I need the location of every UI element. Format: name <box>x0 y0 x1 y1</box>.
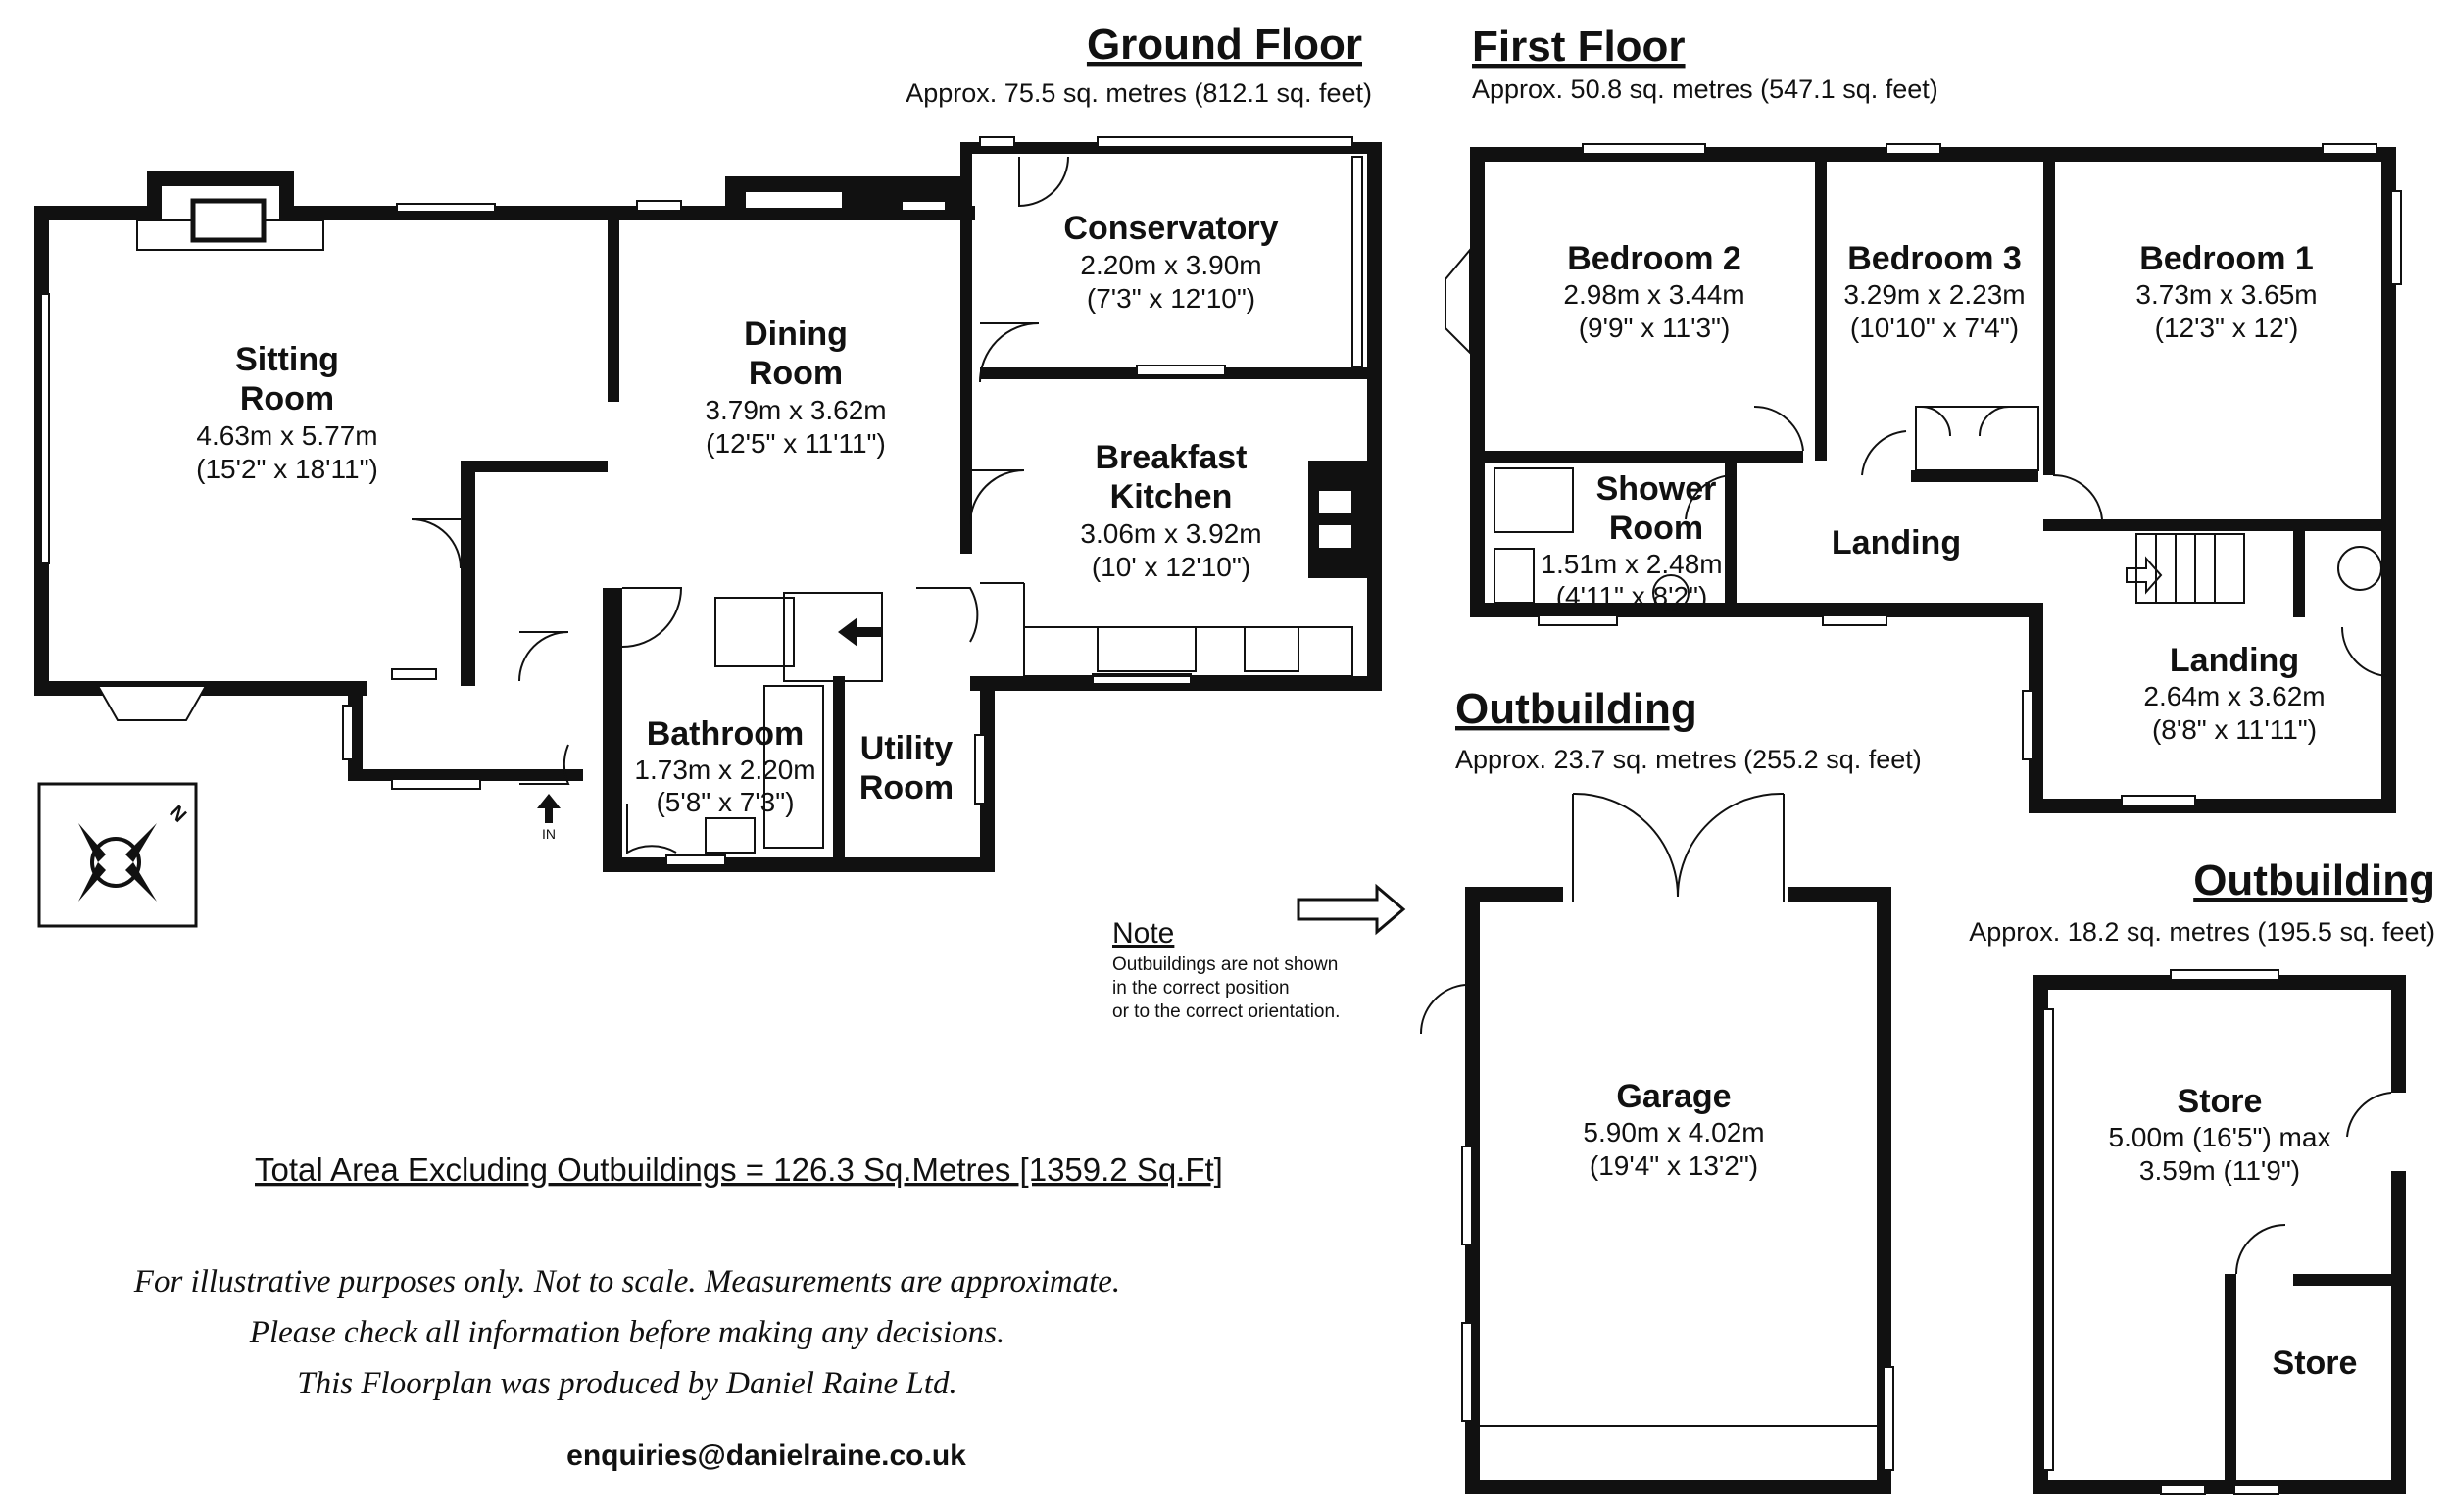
sitting-room-name: Sitting <box>235 341 339 378</box>
utility-room <box>859 730 954 806</box>
arrow-right-icon <box>1298 887 1403 932</box>
garage-outbuilding-area: Approx. 23.7 sq. metres (255.2 sq. feet) <box>1455 745 1922 774</box>
dining-room <box>705 316 886 459</box>
bedroom-1-name: Bedroom 1 <box>2139 240 2314 277</box>
kitchen-name: Breakfast <box>1095 439 1248 476</box>
store-imperial: 3.59m (11'9") <box>2138 1155 2301 1186</box>
store-outbuilding-area: Approx. 18.2 sq. metres (195.5 sq. feet) <box>1969 917 2435 947</box>
bedroom-1-metric: 3.73m x 3.65m <box>2135 279 2318 310</box>
disclaimer-line: Please check all information before making any decisions. <box>249 1315 1005 1350</box>
shower-room-name-line2: Room <box>1608 510 1704 547</box>
sitting-room-imperial: (15'2" x 18'11") <box>196 454 378 484</box>
disclaimer-line: For illustrative purposes only. Not to scale. Measurements are approximate. <box>133 1264 1121 1299</box>
note-title: Note <box>1112 917 1175 950</box>
kitchen-imperial: (10' x 12'10") <box>1091 552 1251 582</box>
entrance-label: IN <box>542 826 556 842</box>
sitting-room-name-line2: Room <box>239 380 335 417</box>
kitchen-metric: 3.06m x 3.92m <box>1080 518 1262 549</box>
dining-room-metric: 3.79m x 3.62m <box>705 395 887 425</box>
landing-lower-name: Landing <box>2169 642 2300 679</box>
note-line: or to the correct orientation. <box>1112 1001 1341 1022</box>
note <box>1112 887 1403 1022</box>
compass-north-letter: N <box>165 801 191 827</box>
ground-floor-area: Approx. 75.5 sq. metres (812.1 sq. feet) <box>906 78 1372 108</box>
store-metric: 5.00m (16'5") max <box>2108 1122 2331 1152</box>
dining-room-name: Dining <box>744 316 848 353</box>
dining-room-imperial: (12'5" x 11'11") <box>706 428 886 459</box>
utility-room-name: Utility <box>859 730 954 767</box>
note-line: in the correct position <box>1112 978 1290 999</box>
dining-room-name-line2: Room <box>748 355 844 392</box>
bedroom-3-name: Bedroom 3 <box>1847 240 2022 277</box>
bedroom-3-imperial: (10'10" x 7'4") <box>1849 313 2020 343</box>
small-store-name: Store <box>2272 1344 2358 1382</box>
landing-upper-name: Landing <box>1831 524 1962 561</box>
bathroom-metric: 1.73m x 2.20m <box>634 755 816 785</box>
conservatory-metric: 2.20m x 3.90m <box>1080 250 1262 280</box>
landing-upper <box>1832 524 1961 561</box>
shower-room <box>1541 470 1722 611</box>
sitting-room-metric: 4.63m x 5.77m <box>196 420 378 451</box>
shower-room-name: Shower <box>1595 470 1717 508</box>
bedroom-2-name: Bedroom 2 <box>1567 240 1741 277</box>
utility-room-name-line2: Room <box>858 769 955 806</box>
garage-outbuilding-title: Outbuilding <box>1455 685 1697 733</box>
conservatory-imperial: (7'3" x 12'10") <box>1086 283 1256 314</box>
bathroom-imperial: (5'8" x 7'3") <box>656 787 795 817</box>
garage-imperial: (19'4" x 13'2") <box>1589 1150 1759 1181</box>
shower-room-imperial: (4'11" x 8'2") <box>1555 581 1708 611</box>
contact-email: enquiries@danielraine.co.uk <box>566 1439 966 1472</box>
store-plan <box>2034 970 2406 1494</box>
bedroom-2-metric: 2.98m x 3.44m <box>1563 279 1745 310</box>
first-floor-title: First Floor <box>1472 23 1686 71</box>
bathroom <box>634 715 815 817</box>
garage <box>1583 1078 1764 1181</box>
note-line: Outbuildings are not shown <box>1112 954 1339 975</box>
landing-lower-imperial: (8'8" x 11'11") <box>2151 714 2318 745</box>
conservatory <box>1063 210 1278 314</box>
store-name: Store <box>2177 1083 2263 1120</box>
store-outbuilding-title: Outbuilding <box>2193 856 2435 904</box>
bedroom-3 <box>1843 240 2025 343</box>
bedroom-2 <box>1563 240 1744 343</box>
total-area: Total Area Excluding Outbuildings = 126.3 Sq.Metres [1359.2 Sq.Ft] <box>255 1151 1223 1188</box>
landing-lower-metric: 2.64m x 3.62m <box>2143 681 2326 711</box>
landing-lower <box>2143 642 2325 745</box>
kitchen-name-line2: Kitchen <box>1109 478 1233 515</box>
first-floor-area: Approx. 50.8 sq. metres (547.1 sq. feet) <box>1472 74 1938 104</box>
bedroom-3-metric: 3.29m x 2.23m <box>1843 279 2026 310</box>
disclaimer-line: This Floorplan was produced by Daniel Raine Ltd. <box>297 1366 957 1401</box>
bedroom-1-imperial: (12'3" x 12') <box>2154 313 2299 343</box>
conservatory-name: Conservatory <box>1063 210 1279 247</box>
bathroom-name: Bathroom <box>646 715 805 753</box>
entrance-arrow-icon <box>537 794 561 823</box>
compass-icon <box>39 784 196 926</box>
garage-metric: 5.90m x 4.02m <box>1583 1117 1765 1147</box>
garage-name: Garage <box>1616 1078 1732 1115</box>
sitting-room <box>196 341 378 484</box>
shower-room-metric: 1.51m x 2.48m <box>1541 549 1723 579</box>
bedroom-1 <box>2135 240 2317 343</box>
bedroom-2-imperial: (9'9" x 11'3") <box>1578 313 1731 343</box>
store <box>2109 1083 2331 1186</box>
entrance-marker <box>537 794 561 842</box>
ground-floor-title: Ground Floor <box>1086 21 1362 69</box>
breakfast-kitchen <box>1080 439 1261 582</box>
